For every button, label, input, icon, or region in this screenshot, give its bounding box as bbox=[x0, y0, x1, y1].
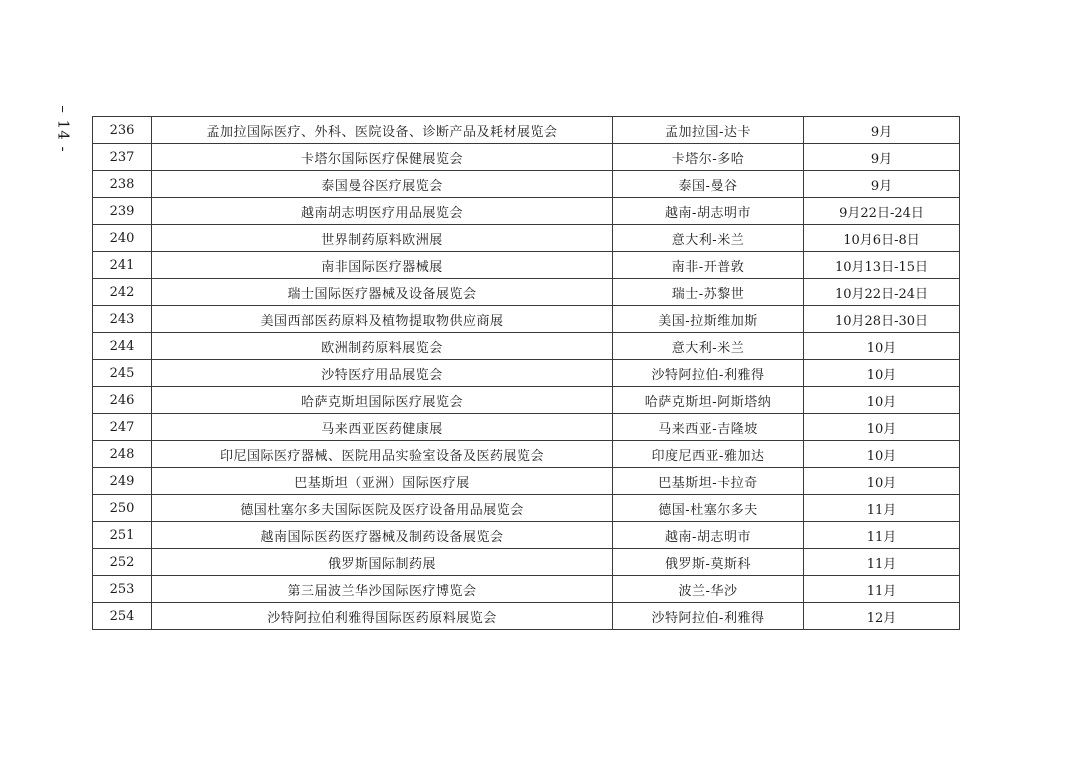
row-number-cell: 241 bbox=[93, 252, 152, 279]
location-cell: 马来西亚-吉隆坡 bbox=[613, 414, 804, 441]
table-row bbox=[93, 495, 960, 522]
row-number-cell: 246 bbox=[93, 387, 152, 414]
row-number-cell: 237 bbox=[93, 144, 152, 171]
exhibition-name-cell: 越南胡志明医疗用品展览会 bbox=[152, 198, 613, 225]
table-row bbox=[93, 306, 960, 333]
location-cell: 泰国-曼谷 bbox=[613, 171, 804, 198]
row-number-cell: 250 bbox=[93, 495, 152, 522]
row-number-cell: 239 bbox=[93, 198, 152, 225]
exhibition-name-cell: 俄罗斯国际制药展 bbox=[152, 549, 613, 576]
page-number-text: – 14 - bbox=[55, 105, 74, 153]
exhibition-name-cell: 第三届波兰华沙国际医疗博览会 bbox=[152, 576, 613, 603]
location-cell: 越南-胡志明市 bbox=[613, 198, 804, 225]
table-row bbox=[93, 144, 960, 171]
time-cell: 9月 bbox=[804, 144, 960, 171]
table-row bbox=[93, 252, 960, 279]
exhibition-name-cell: 哈萨克斯坦国际医疗展览会 bbox=[152, 387, 613, 414]
row-number-cell: 236 bbox=[93, 117, 152, 144]
table-row bbox=[93, 360, 960, 387]
table-row bbox=[93, 549, 960, 576]
table-row bbox=[93, 117, 960, 144]
table-row bbox=[93, 279, 960, 306]
exhibition-name-cell: 欧洲制药原料展览会 bbox=[152, 333, 613, 360]
exhibition-table bbox=[92, 116, 960, 630]
exhibition-name-cell: 德国杜塞尔多夫国际医院及医疗设备用品展览会 bbox=[152, 495, 613, 522]
row-number-cell: 245 bbox=[93, 360, 152, 387]
time-cell: 10月 bbox=[804, 468, 960, 495]
time-cell: 10月22日-24日 bbox=[804, 279, 960, 306]
table-row bbox=[93, 333, 960, 360]
table-row bbox=[93, 603, 960, 630]
row-number-cell: 244 bbox=[93, 333, 152, 360]
time-cell: 9月 bbox=[804, 171, 960, 198]
row-number-cell: 249 bbox=[93, 468, 152, 495]
time-cell: 10月28日-30日 bbox=[804, 306, 960, 333]
exhibition-name-cell: 孟加拉国际医疗、外科、医院设备、诊断产品及耗材展览会 bbox=[152, 117, 613, 144]
exhibition-name-cell: 泰国曼谷医疗展览会 bbox=[152, 171, 613, 198]
table-row bbox=[93, 171, 960, 198]
row-number-cell: 242 bbox=[93, 279, 152, 306]
exhibition-name-cell: 马来西亚医药健康展 bbox=[152, 414, 613, 441]
table-row bbox=[93, 198, 960, 225]
row-number-cell: 240 bbox=[93, 225, 152, 252]
table-row bbox=[93, 225, 960, 252]
location-cell: 意大利-米兰 bbox=[613, 225, 804, 252]
location-cell: 越南-胡志明市 bbox=[613, 522, 804, 549]
time-cell: 10月 bbox=[804, 441, 960, 468]
row-number-cell: 251 bbox=[93, 522, 152, 549]
exhibition-name-cell: 卡塔尔国际医疗保健展览会 bbox=[152, 144, 613, 171]
row-number-cell: 247 bbox=[93, 414, 152, 441]
time-cell: 11月 bbox=[804, 576, 960, 603]
location-cell: 意大利-米兰 bbox=[613, 333, 804, 360]
time-cell: 11月 bbox=[804, 549, 960, 576]
exhibition-table-body bbox=[93, 117, 960, 630]
location-cell: 波兰-华沙 bbox=[613, 576, 804, 603]
time-cell: 10月 bbox=[804, 333, 960, 360]
exhibition-name-cell: 越南国际医药医疗器械及制药设备展览会 bbox=[152, 522, 613, 549]
exhibition-name-cell: 瑞士国际医疗器械及设备展览会 bbox=[152, 279, 613, 306]
location-cell: 瑞士-苏黎世 bbox=[613, 279, 804, 306]
row-number-cell: 254 bbox=[93, 603, 152, 630]
exhibition-name-cell: 沙特医疗用品展览会 bbox=[152, 360, 613, 387]
location-cell: 印度尼西亚-雅加达 bbox=[613, 441, 804, 468]
location-cell: 哈萨克斯坦-阿斯塔纳 bbox=[613, 387, 804, 414]
location-cell: 孟加拉国-达卡 bbox=[613, 117, 804, 144]
location-cell: 美国-拉斯维加斯 bbox=[613, 306, 804, 333]
page-number bbox=[52, 94, 76, 164]
exhibition-name-cell: 沙特阿拉伯利雅得国际医药原料展览会 bbox=[152, 603, 613, 630]
location-cell: 巴基斯坦-卡拉奇 bbox=[613, 468, 804, 495]
table-row bbox=[93, 387, 960, 414]
time-cell: 10月6日-8日 bbox=[804, 225, 960, 252]
time-cell: 12月 bbox=[804, 603, 960, 630]
row-number-cell: 243 bbox=[93, 306, 152, 333]
row-number-cell: 253 bbox=[93, 576, 152, 603]
exhibition-name-cell: 巴基斯坦（亚洲）国际医疗展 bbox=[152, 468, 613, 495]
time-cell: 10月 bbox=[804, 414, 960, 441]
exhibition-name-cell: 南非国际医疗器械展 bbox=[152, 252, 613, 279]
table-row bbox=[93, 576, 960, 603]
location-cell: 南非-开普敦 bbox=[613, 252, 804, 279]
location-cell: 卡塔尔-多哈 bbox=[613, 144, 804, 171]
table-row bbox=[93, 522, 960, 549]
table-row bbox=[93, 414, 960, 441]
time-cell: 10月13日-15日 bbox=[804, 252, 960, 279]
time-cell: 11月 bbox=[804, 495, 960, 522]
location-cell: 德国-杜塞尔多夫 bbox=[613, 495, 804, 522]
time-cell: 10月 bbox=[804, 360, 960, 387]
time-cell: 9月 bbox=[804, 117, 960, 144]
row-number-cell: 248 bbox=[93, 441, 152, 468]
exhibition-name-cell: 美国西部医药原料及植物提取物供应商展 bbox=[152, 306, 613, 333]
table-row bbox=[93, 468, 960, 495]
location-cell: 沙特阿拉伯-利雅得 bbox=[613, 603, 804, 630]
time-cell: 9月22日-24日 bbox=[804, 198, 960, 225]
exhibition-name-cell: 世界制药原料欧洲展 bbox=[152, 225, 613, 252]
exhibition-name-cell: 印尼国际医疗器械、医院用品实验室设备及医药展览会 bbox=[152, 441, 613, 468]
row-number-cell: 252 bbox=[93, 549, 152, 576]
table-row bbox=[93, 441, 960, 468]
time-cell: 10月 bbox=[804, 387, 960, 414]
location-cell: 俄罗斯-莫斯科 bbox=[613, 549, 804, 576]
row-number-cell: 238 bbox=[93, 171, 152, 198]
location-cell: 沙特阿拉伯-利雅得 bbox=[613, 360, 804, 387]
time-cell: 11月 bbox=[804, 522, 960, 549]
